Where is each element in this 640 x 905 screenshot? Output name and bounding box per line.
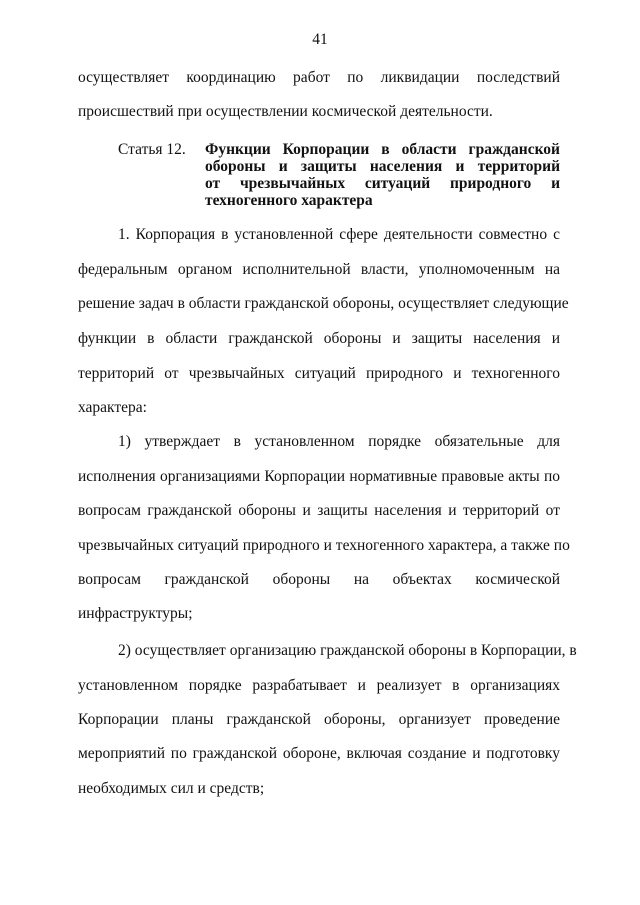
text-line: Корпорации планы гражданской обороны, организует проведение	[78, 711, 560, 728]
text-line: чрезвычайных ситуаций природного и техногенного характера, а также по	[78, 537, 570, 554]
text-line: инфраструктуры;	[78, 605, 193, 622]
article-title-line: обороны и защиты населения и территорий	[205, 158, 560, 175]
text-line: функции в области гражданской обороны и защиты населения и	[78, 330, 560, 347]
text-line: происшествий при осуществлении космической деятельности.	[78, 103, 493, 120]
text-line: характера:	[78, 399, 147, 416]
text-line: необходимых сил и средств;	[78, 780, 265, 797]
text-line: мероприятий по гражданской обороне, включая создание и подготовку	[78, 745, 560, 762]
text-line: территорий от чрезвычайных ситуаций природного и техногенного	[78, 365, 560, 382]
page-number: 41	[312, 31, 328, 48]
article-title-line: от чрезвычайных ситуаций природного и	[205, 175, 560, 192]
text-line: вопросам гражданской обороны на объектах космической	[78, 571, 560, 588]
text-line: вопросам гражданской обороны и защиты населения и территорий от	[78, 502, 560, 519]
article-label: Статья 12.	[118, 141, 186, 158]
article-title-line: техногенного характера	[205, 192, 373, 209]
text-line: федеральным органом исполнительной власти, уполномоченным на	[78, 261, 560, 278]
text-line: решение задач в области гражданской обороны, осуществляет следующие	[78, 295, 569, 312]
article-title-line: Функции Корпорации в области гражданской	[205, 141, 560, 158]
text-line: исполнения организациями Корпорации нормативные правовые акты по	[78, 468, 560, 485]
text-line: установленном порядке разрабатывает и реализует в организациях	[78, 677, 560, 694]
text-line: 1. Корпорация в установленной сфере деятельности совместно с	[118, 226, 560, 243]
text-line: 2) осуществляет организацию гражданской обороны в Корпорации, в	[118, 642, 577, 659]
text-line: осуществляет координацию работ по ликвидации последствий	[78, 69, 560, 86]
text-line: 1) утверждает в установленном порядке обязательные для	[118, 433, 560, 450]
